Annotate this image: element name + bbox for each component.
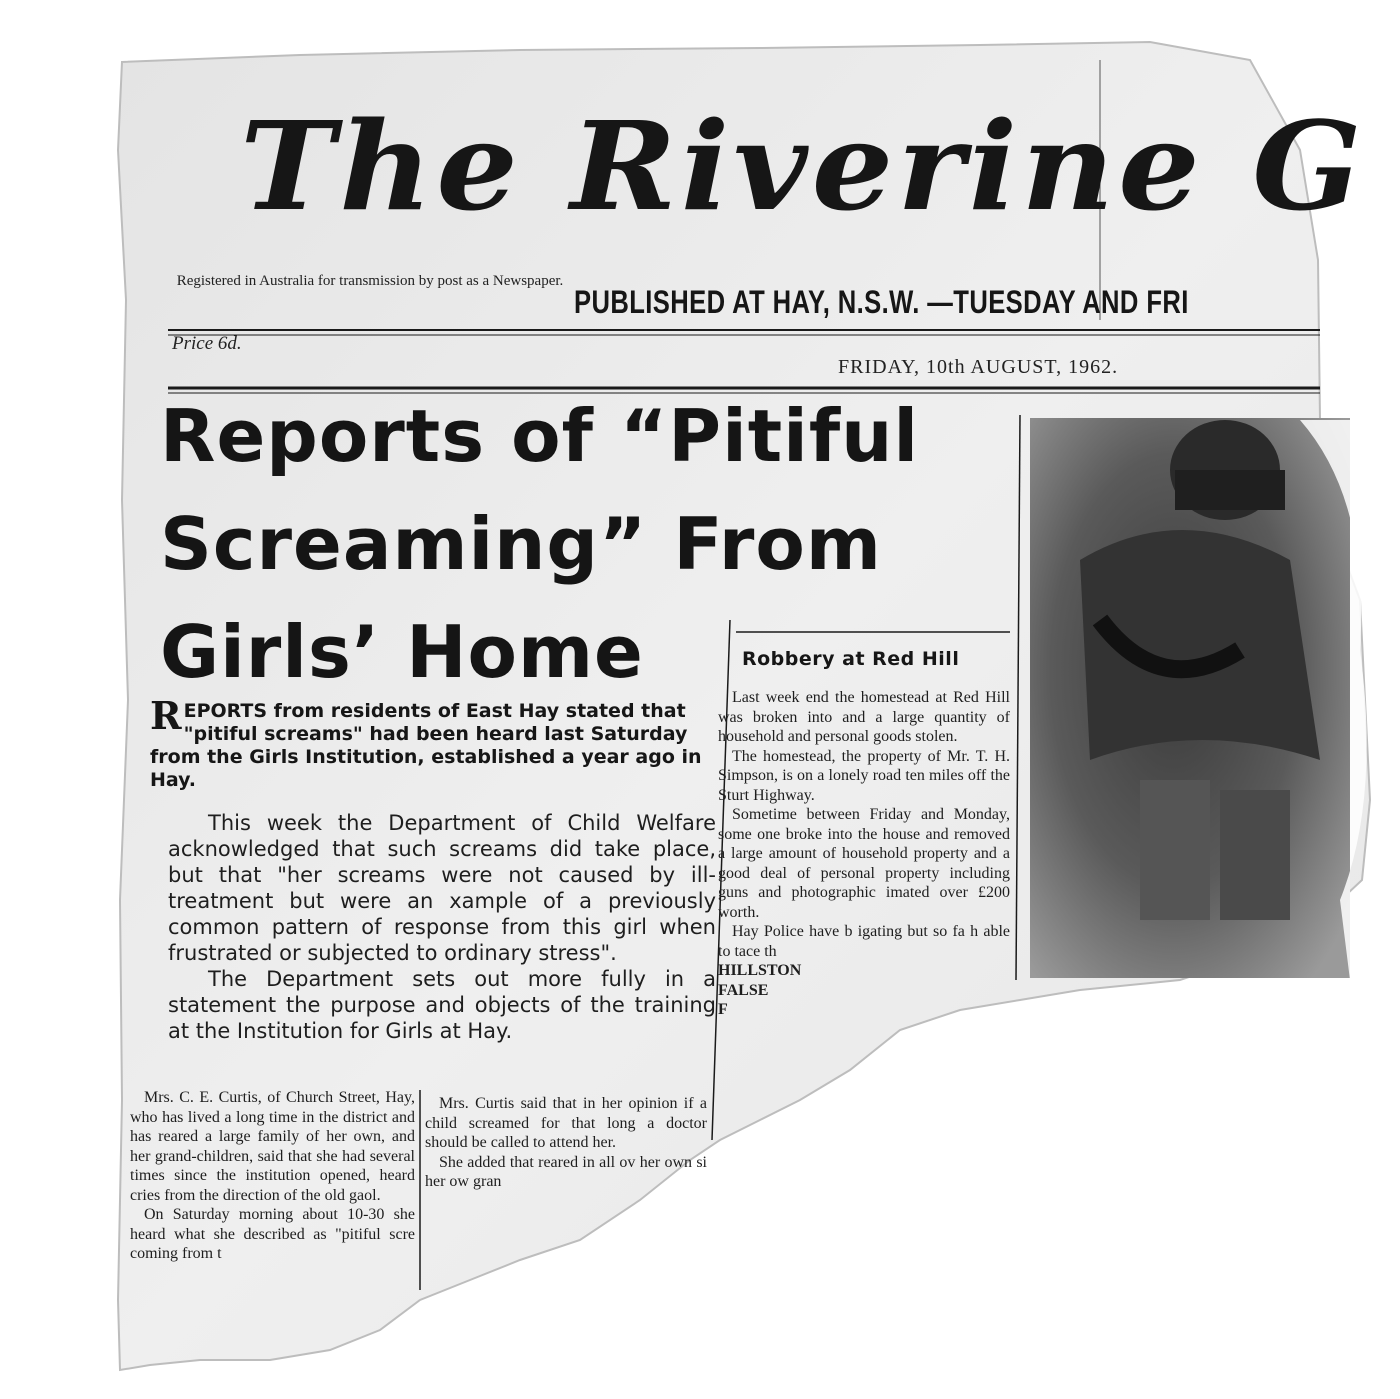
column-paragraph: She added that reared in all ov her own si her ow gran — [425, 1153, 707, 1190]
column-paragraph: Mrs. Curtis said that in her opinion if a child screamed for that long a doctor should be called to attend her. — [425, 1095, 707, 1151]
masthead-title: The Riverine G — [240, 95, 1366, 239]
publication-line: PUBLISHED AT HAY, N.S.W. —TUESDAY AND FRI — [574, 284, 1189, 320]
price-label: Price 6d. — [172, 333, 242, 354]
issue-date: FRIDAY, 10th AUGUST, 1962. — [838, 356, 1119, 378]
column-paragraph: Mrs. C. E. Curtis, of Church Street, Hay, who has lived a long time in the district and has reared a large family of her own, and her grand-children, said that she had several times since the institution opened, heard cries from the direction of the old gaol. — [130, 1089, 415, 1204]
body-paragraph: The Department sets out more fully in a statement the purpose and objects of the training at the Institution for Girls at Hay. — [168, 967, 716, 1043]
column-paragraph: Sometime between Friday and Monday, some one broke into the house and removed a large amount of household property and a good deal of personal property including guns and photographic imated over £200 worth. — [718, 806, 1010, 921]
body-paragraph: This week the Department of Child Welfare acknowledged that such screams did take place, but that "her screams were not caused by ill-treatment but were an xample of a previously common pattern of response from this girl when frustrated or subjected to ordinary stress". — [168, 811, 716, 965]
robbery-headline: Robbery at Red Hill — [742, 648, 960, 670]
headline-line: Reports of “Pitiful — [160, 394, 920, 478]
story-column-a — [130, 1088, 415, 1338]
photo-figure — [1030, 418, 1367, 980]
headline-line: Girls’ Home — [160, 610, 644, 694]
fragment-heading: F — [718, 1001, 728, 1018]
lead-text: EPORTS from residents of East Hay stated that "pitiful screams" had been heard last Saturday from the Girls Institution, established a year ago in Hay. — [150, 700, 702, 791]
story-column-b — [425, 1094, 707, 1274]
column-paragraph: The homestead, the property of Mr. T. H. Simpson, is on a lonely road ten miles off the Sturt Highway. — [718, 747, 1010, 804]
registration-note: Registered in Australia for transmission by post as a Newspaper. — [176, 273, 564, 289]
lead-paragraph — [150, 693, 720, 792]
column-paragraph: On Saturday morning about 10-30 she heard what she described as "pitiful scre coming from t — [130, 1206, 415, 1262]
main-story-body — [168, 810, 716, 1044]
column-paragraph: Hay Police have b igating but so fa h able to tace th — [718, 923, 1010, 960]
fragment-heading: HILLSTON — [718, 962, 802, 979]
robbery-column — [718, 688, 1010, 1108]
drop-cap: R — [150, 693, 182, 738]
headline-line: Screaming” From — [160, 502, 882, 586]
column-paragraph: Last week end the homestead at Red Hill was broken into and a large quantity of household and personal goods stolen. — [718, 689, 1010, 745]
fragment-heading: FALSE — [718, 981, 769, 999]
